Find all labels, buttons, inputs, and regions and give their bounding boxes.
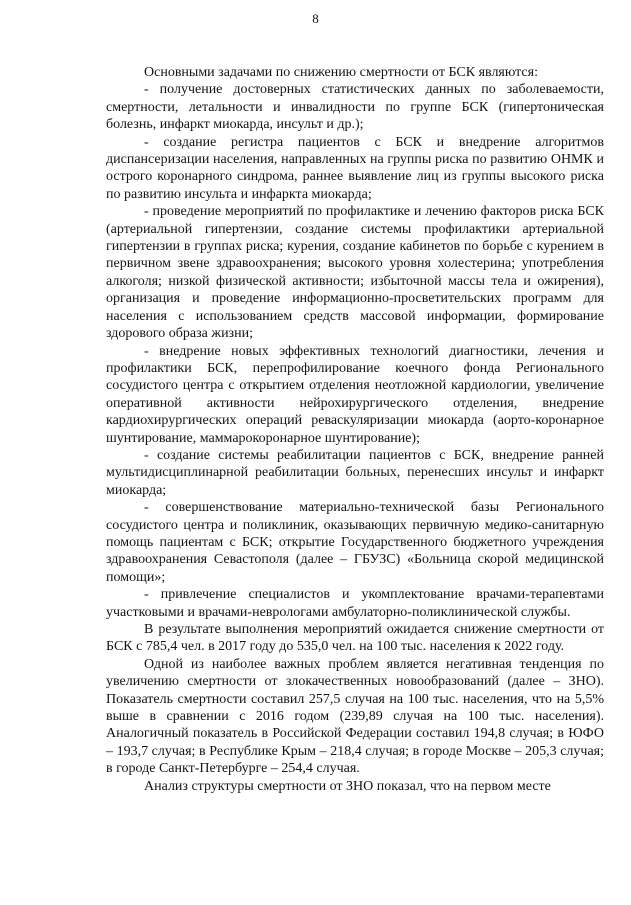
list-item-risk-factors: - проведение мероприятий по профилактике и лечению факторов риска БСК (артериальной гипертензии, создание системы профилактики артериальной гипертензии в группах риска; курения, создание кабинетов по борьбе с курением в первичном звене здравоохранения; высокого уровня холестерина; употребления алкоголя; низкой физической активности; избыточной массы тела и ожирения), организация и проведение информационно-просветительских программ для населения с использованием средств массовой информации, формирование здорового образа жизни; [106,204,604,342]
list-item-material-base: - совершенствование материально-технической базы Регионального сосудистого центра и поликлиник, оказывающих первичную медико-санитарную помощь пациентам с БСК; открытие Государственного бюджетного учреждения здравоохранения Севастополя (далее – ГБУЗС) «Больница скорой медицинской помощи»; [106,500,604,585]
paragraph-cancer-mortality: Одной из наиболее важных проблем является негативная тенденция по увеличению смертности от злокачественных новообразований (далее – ЗНО). Показатель смертности составил 257,5 случая на 100 тыс. населения, что на 5,5% выше в сравнении с 2016 годом (239,89 случая на 100 тыс. населения). Аналогичный показатель в Российской Федерации составил 194,8 случая; в ЮФО – 193,7 случая; в Республике Крым – 218,4 случая; в городе Москве – 205,3 случая; в городе Санкт-Петербурге – 254,4 случая. [106,656,604,777]
list-item-registry: - создание регистра пациентов с БСК и внедрение алгоритмов диспансеризации населения, направленных на группы риска по развитию ОНМК и острого коронарного синдрома, раннее выявление лиц из группы высокого риска по развитию инсульта и инфаркта миокарда; [106,134,604,202]
list-item-rehabilitation: - создание системы реабилитации пациентов с БСК, внедрение ранней мультидисциплинарной реабилитации больных, перенесших инсульт и инфаркт миокарда; [106,447,604,498]
paragraph-intro: Основными задачами по снижению смертности от БСК являются: [144,65,538,80]
list-item-new-technologies: - внедрение новых эффективных технологий диагностики, лечения и профилактики БСК, перепрофилирование коечного фонда Регионального сосудистого центра с открытием отделения неотложной кардиологии, увеличение оперативной активности нейрохирургического отделения, внедрение кардиохирургических операций реваскуляризации миокарда (аорто-коронарное шунтирование, маммарокоронарное шунтирование); [106,343,604,446]
paragraph-structure-analysis: Анализ структуры смертности от ЗНО показал, что на первом месте [144,778,551,794]
paragraph-expected-result: В результате выполнения мероприятий ожидается снижение смертности от БСК с 785,4 чел. в 2017 году до 535,0 чел. на 100 тыс. населения к 2022 году. [106,622,604,655]
page-number: 8 [312,11,319,26]
list-item-statistics: - получение достоверных статистических данных по заболеваемости, смертности, летальности и инвалидности по группе БСК (гипертоническая болезнь, инфаркт миокарда, инсульт и др.); [106,82,604,133]
document-body [106,64,604,795]
list-item-staffing: - привлечение специалистов и укомплектование врачами-терапевтами участковыми и врачами-неврологами амбулаторно-поликлинической службы. [106,587,604,620]
